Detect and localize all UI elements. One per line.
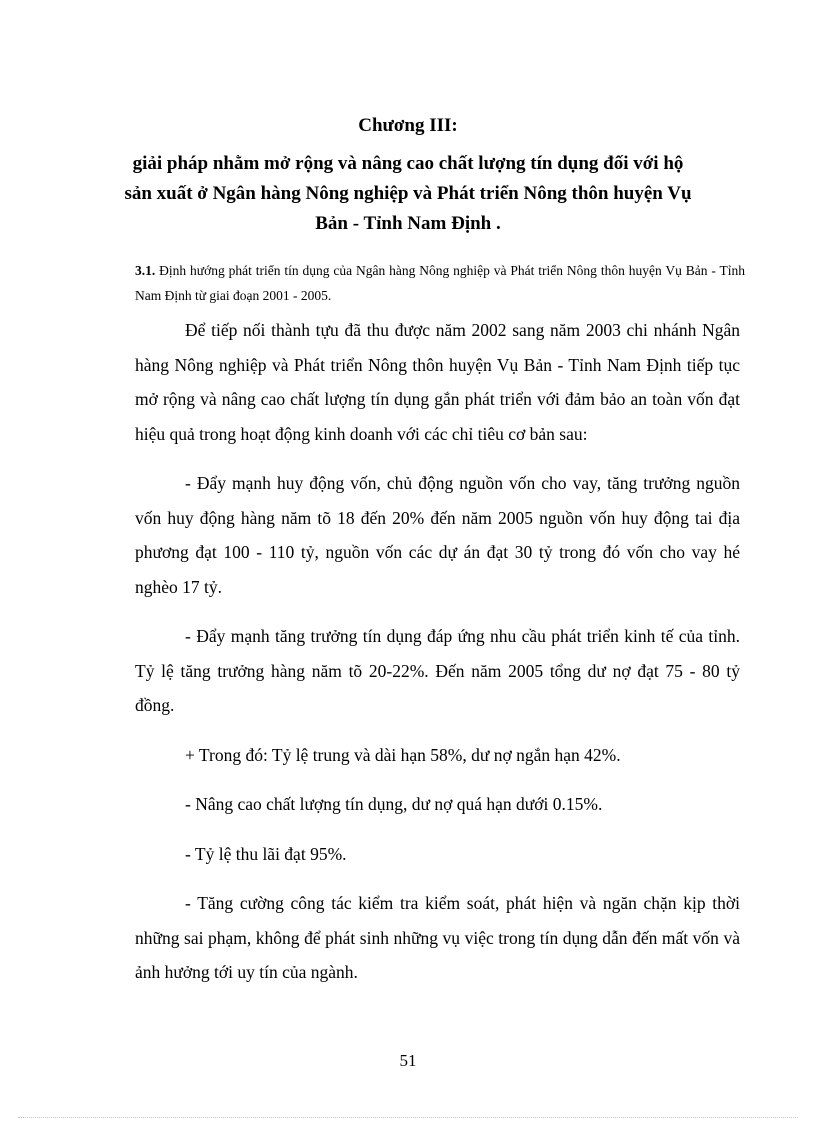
paragraph-capital-mobilization: - Đẩy mạnh huy động vốn, chủ động nguồn vốn cho vay, tăng trưởng nguồn vốn huy động hàng năm tõ 18 đến 20% đến năm 2005 nguồn vốn huy động tai địa phương đạt 100 - 110 tỷ, nguồn vốn các dự án đạt 30 tỷ trong đó vốn cho vay hé nghèo 17 tỷ.: [135, 473, 740, 597]
paragraph-inspection: - Tăng cường công tác kiểm tra kiểm soát, phát hiện và ngăn chặn kịp thời những sai phạm, không để phát sinh những vụ việc trong tín dụng dẫn đến mất vốn và ảnh hưởng tới uy tín của ngành.: [135, 893, 740, 982]
page-bottom-divider: [18, 1117, 798, 1118]
section-number: 3.1.: [135, 263, 156, 278]
paragraph-credit-growth: - Đẩy mạnh tăng trưởng tín dụng đáp ứng nhu cầu phát triển kinh tế của tỉnh. Tỷ lệ tăng trưởng hàng năm tõ 20-22%. Đến năm 2005 tổng dư nợ đạt 75 - 80 tỷ đồng.: [135, 626, 740, 715]
chapter-title: Chương III:: [358, 115, 458, 136]
page-number: 51: [399, 1051, 417, 1070]
section-title: Định hướng phát triển tín dụng của Ngân hàng Nông nghiệp và Phát triển Nông thôn huyện Vụ Bản - Tỉnh Nam Định từ giai đoạn 2001 - 2005.: [135, 263, 746, 303]
chapter-subtitle: giải pháp nhằm mở rộng và nâng cao chất lượng tín dụng đối với hộ sản xuất ở Ngân hàng Nông nghiệp và Phát triển Nông thôn huyện Vụ Bản - Tỉnh Nam Định .: [124, 153, 692, 234]
body-text: [135, 313, 740, 990]
paragraph-intro: Để tiếp nối thành tựu đã thu được năm 2002 sang năm 2003 chi nhánh Ngân hàng Nông nghiệp và Phát triển Nông thôn huyện Vụ Bản - Tỉnh Nam Định tiếp tục mở rộng và nâng cao chất lượng tín dụng gắn phát triển với đảm bảo an toàn vốn đạt hiệu quả trong hoạt động kinh doanh với các chỉ tiêu cơ bản sau:: [135, 320, 740, 444]
paragraph-interest-collection: - Tỷ lệ thu lãi đạt 95%.: [185, 843, 347, 864]
paragraph-term-ratio: + Trong đó: Tỷ lệ trung và dài hạn 58%, dư nợ ngắn hạn 42%.: [185, 744, 621, 765]
section-heading: [135, 258, 745, 308]
paragraph-credit-quality: - Nâng cao chất lượng tín dụng, dư nợ quá hạn dưới 0.15%.: [185, 794, 603, 814]
